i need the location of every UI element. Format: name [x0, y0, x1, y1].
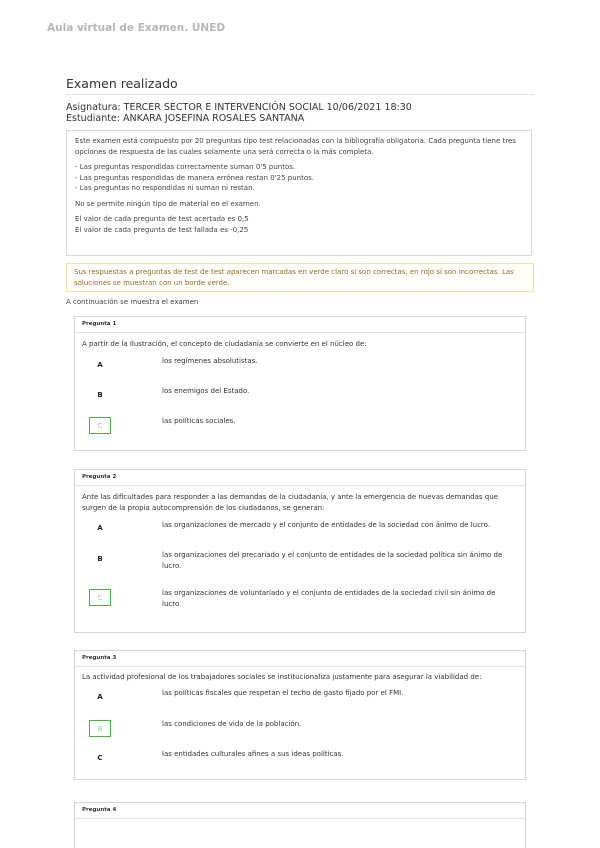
- question-label: Pregunta 2: [75, 470, 525, 486]
- info-rule-correct: - Las preguntas respondidas correctamente suman 0'5 puntos.: [75, 163, 296, 171]
- question-text: A partir de la Ilustración, el concepto de ciudadanía se convierte en el núcleo de:: [82, 340, 367, 348]
- info-material: No se permite ningún tipo de material en el examen.: [75, 199, 261, 208]
- option-letter: A: [97, 524, 103, 532]
- option-text: los regímenes absolutistas.: [162, 357, 258, 365]
- answer-legend-notice: Sus respuestas a preguntas de test de test aparecen marcadas en verde claro si son correctas, en rojo si son incorrectas. Las soluciones se muestran con un borde verde.: [66, 263, 534, 292]
- site-title: Aula virtual de Examen. UNED: [47, 22, 226, 34]
- option-letter: A: [97, 693, 103, 701]
- exam-info-box: [66, 130, 532, 256]
- question-text: La actividad profesional de los trabajadores sociales se institucionaliza justamente para asegurar la viabilidad de:: [82, 673, 482, 681]
- question-label: Pregunta 1: [75, 317, 525, 333]
- option-text: los enemigos del Estado.: [162, 387, 250, 395]
- info-value-correct: El valor de cada pregunta de test acertada es 0,5: [75, 215, 249, 223]
- option-letter: B: [97, 391, 103, 399]
- option-letter: B: [97, 555, 103, 563]
- option-text: las organizaciones de mercado y el conjunto de entidades de la sociedad con ánimo de lucro.: [162, 521, 491, 529]
- question-card: [74, 469, 526, 633]
- option-text: las condiciones de vida de la población.: [162, 720, 302, 728]
- exam-header: [66, 102, 412, 124]
- student-line: Estudiante: ANKARA JOSEFINA ROSALES SANTANA: [66, 113, 305, 124]
- exam-intro-text: A continuación se muestra el examen: [66, 298, 199, 306]
- info-intro: Este examen está compuesto por 20 preguntas tipo test relacionadas con la bibliografía obligatoria. Cada pregunta tiene tres opciones de respuesta de las cuales solamente una será correcta o la más completa.: [75, 137, 516, 156]
- question-card: [74, 316, 526, 451]
- info-rule-wrong: - Las preguntas respondidas de manera errónea restan 0'25 puntos.: [75, 173, 314, 182]
- question-card: [74, 802, 526, 848]
- question-label: Pregunta 3: [75, 651, 525, 667]
- option-text: las organizaciones de voluntariado y el conjunto de entidades de la sociedad civil sin ánimo de lucro.: [162, 589, 496, 608]
- page-title: Examen realizado: [66, 76, 178, 91]
- title-divider: [66, 94, 534, 95]
- option-text: las entidades culturales afines a sus ideas políticas.: [162, 750, 344, 758]
- question-card: [74, 650, 526, 780]
- question-text: Ante las dificultades para responder a las demandas de la ciudadanía, y ante la emergencia de nuevas demandas que surgen de la propia autocomprensión de los ciudadanos, se generan:: [82, 493, 498, 512]
- option-letter-solution: C: [89, 417, 111, 434]
- subject-line: Asignatura: TERCER SECTOR E INTERVENCIÓN SOCIAL 10/06/2021 18:30: [66, 102, 412, 113]
- option-text: las organizaciones del precariado y el conjunto de entidades de la sociedad política sin ánimo de lucro.: [162, 551, 503, 570]
- option-letter: A: [97, 361, 103, 369]
- option-letter-solution: B: [89, 720, 111, 737]
- option-letter-solution: C: [89, 589, 111, 606]
- info-value-wrong: El valor de cada pregunta de test fallada es -0,25: [75, 225, 249, 234]
- option-letter: C: [97, 754, 103, 762]
- info-rule-blank: - Las preguntas no respondidas ni suman ni restan.: [75, 184, 255, 192]
- option-text: las políticas fiscales que respetan el techo de gasto fijado por el FMI.: [162, 689, 404, 697]
- question-label: Pregunta 4: [75, 803, 525, 819]
- option-text: las políticas sociales.: [162, 417, 236, 425]
